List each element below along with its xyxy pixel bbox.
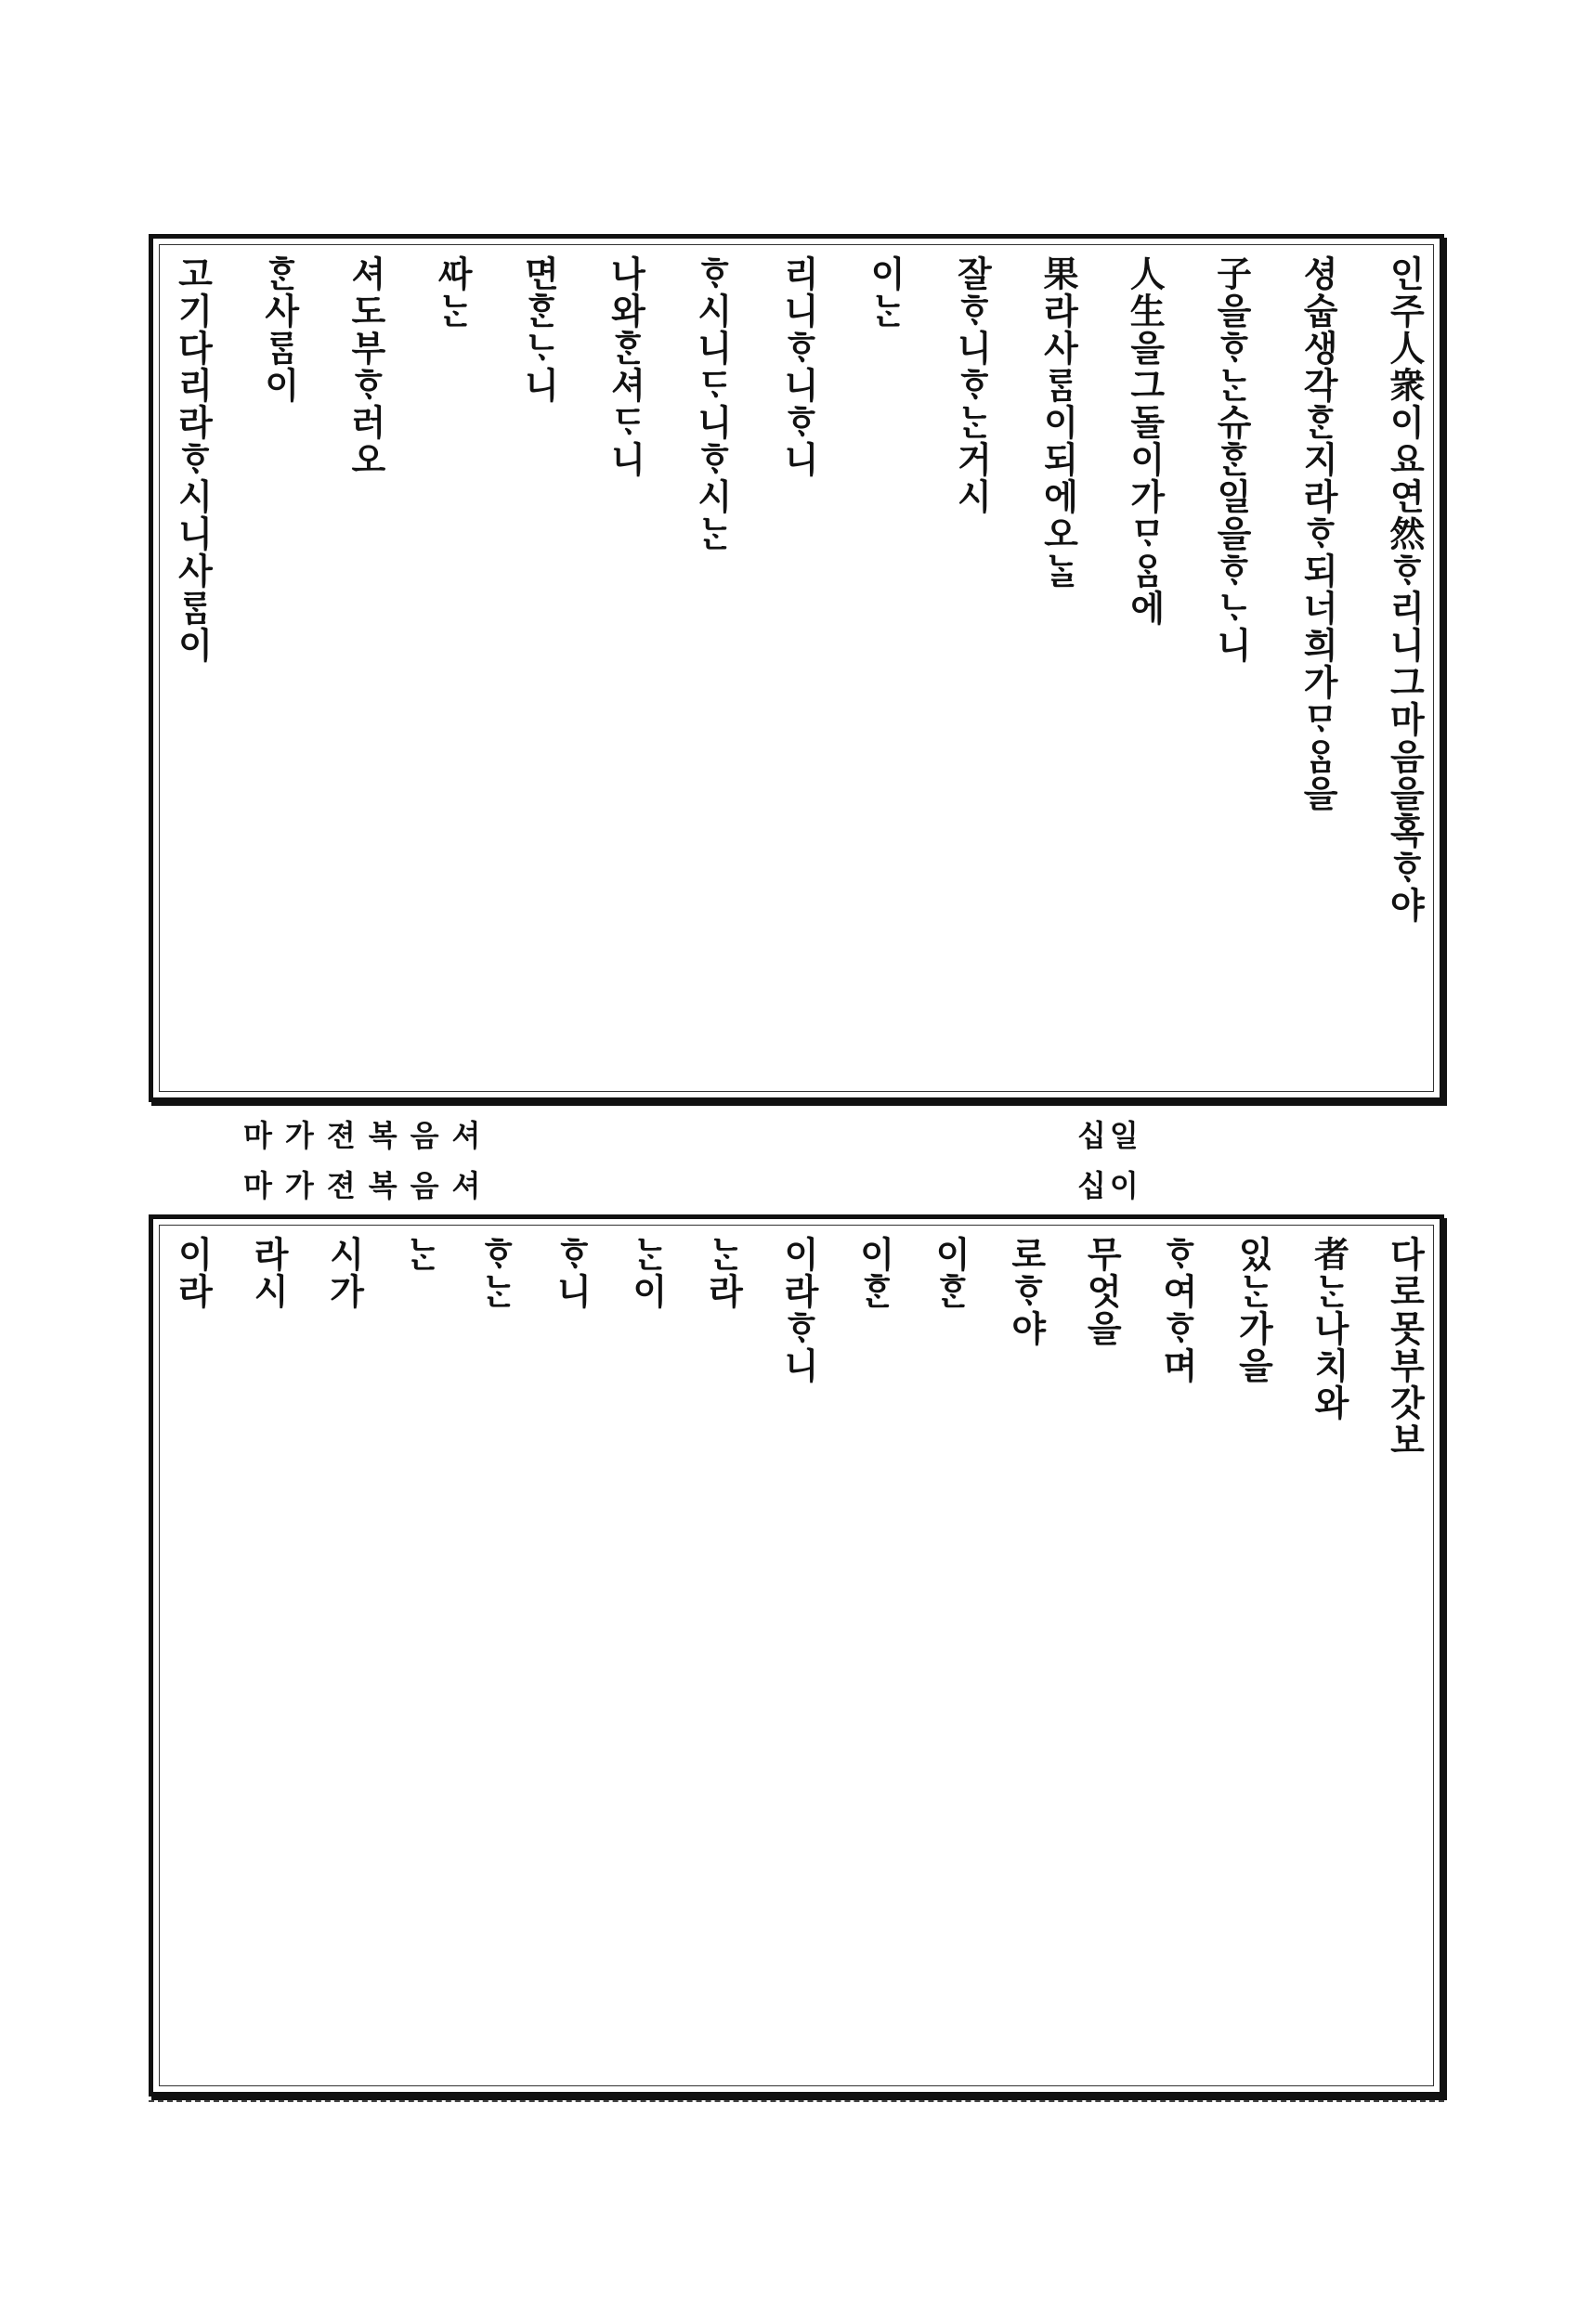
text-column: 고기다리라ᄒᆞ시니사ᄅᆞᆷ이 bbox=[172, 255, 214, 664]
text-column: 者ᄂᆞᆫ나치와 bbox=[1308, 1236, 1350, 1422]
text-column: 로ᄒᆞ야 bbox=[1005, 1236, 1048, 1347]
text-column: 무엇을 bbox=[1080, 1236, 1123, 1347]
text-column: 셔도부ᄒᆞ러오 bbox=[345, 255, 387, 478]
running-header-title: 마가젼복음셔 bbox=[243, 1118, 494, 1153]
text-column: 子을ᄒᆞᄂᆞᆫ슈ᄒᆞᆫ일을ᄒᆞᄂᆞ니 bbox=[1210, 255, 1253, 664]
text-column: 시가 bbox=[323, 1236, 366, 1310]
text-column: ᄂᆞᆫ라 bbox=[701, 1236, 744, 1310]
text-column: ᄒᆞ여ᄒᆞ며 bbox=[1156, 1236, 1199, 1384]
text-column: 이ᄒᆞᆫ bbox=[854, 1236, 896, 1310]
bottom-text-page bbox=[149, 1214, 1444, 2097]
top-page-columns bbox=[166, 255, 1427, 1081]
text-column: 잘ᄒᆞ니ᄒᆞᄂᆞᆫ거시 bbox=[950, 255, 993, 515]
text-column: 면ᄒᆞᆫᄂᆞ니 bbox=[517, 255, 560, 404]
text-column: 이ᄒᆞᆫ bbox=[929, 1236, 971, 1310]
text-column: ᄂᆞᆫ이 bbox=[626, 1236, 669, 1310]
bottom-divider bbox=[149, 2100, 1444, 2102]
page-number: 십이 bbox=[1077, 1168, 1142, 1203]
text-column: 셩숩생각ᄒᆞᆫ지라ᄒᆞ되너희가ᄆᆞᄋᆞᆷ을 bbox=[1297, 255, 1339, 812]
text-column: 있ᄂᆞᆫ가을 bbox=[1232, 1236, 1274, 1384]
page-number: 십일 bbox=[1077, 1118, 1142, 1153]
text-column: 인주人衆이요연然ᄒᆞ리니그마음을혹ᄒᆞ야 bbox=[1383, 255, 1426, 924]
text-column: 리니ᄒᆞ니ᄒᆞ니 bbox=[777, 255, 820, 478]
text-column: ᄒᆞ니 bbox=[550, 1236, 593, 1310]
top-text-page bbox=[149, 234, 1444, 1102]
text-column: ᄯᅡᄂᆞᆫ bbox=[431, 255, 474, 330]
text-column: 人生을그돌이가ᄆᆞᄋᆞᆷ에 bbox=[1124, 255, 1166, 627]
running-header-title: 마가젼복음셔 bbox=[243, 1168, 494, 1203]
text-column: 이ᄂᆞᆫ bbox=[864, 255, 906, 330]
text-column: ᄂᆞᆫ bbox=[398, 1236, 441, 1273]
text-column: ᄒᆞᆫ사ᄅᆞᆷ이 bbox=[258, 255, 301, 404]
bottom-page-columns bbox=[166, 1236, 1427, 2075]
text-column: 果라사ᄅᆞᆷ이되에오ᄂᆞᆯ bbox=[1037, 255, 1080, 590]
text-column: 라시 bbox=[247, 1236, 290, 1310]
text-column: 나와ᄒᆞᆫ셔ᄃᆞ니 bbox=[605, 255, 647, 478]
text-column: 다로못부갓보 bbox=[1384, 1236, 1426, 1459]
text-column: 이라ᄒᆞ니 bbox=[777, 1236, 820, 1384]
text-column: ᄒᆞᄂᆞᆫ bbox=[475, 1236, 517, 1310]
text-column: ᄒᆞ시니ᄃᆞ니ᄒᆞ시ᄂᆞᆫ bbox=[691, 255, 734, 552]
text-column: 이라 bbox=[172, 1236, 214, 1310]
